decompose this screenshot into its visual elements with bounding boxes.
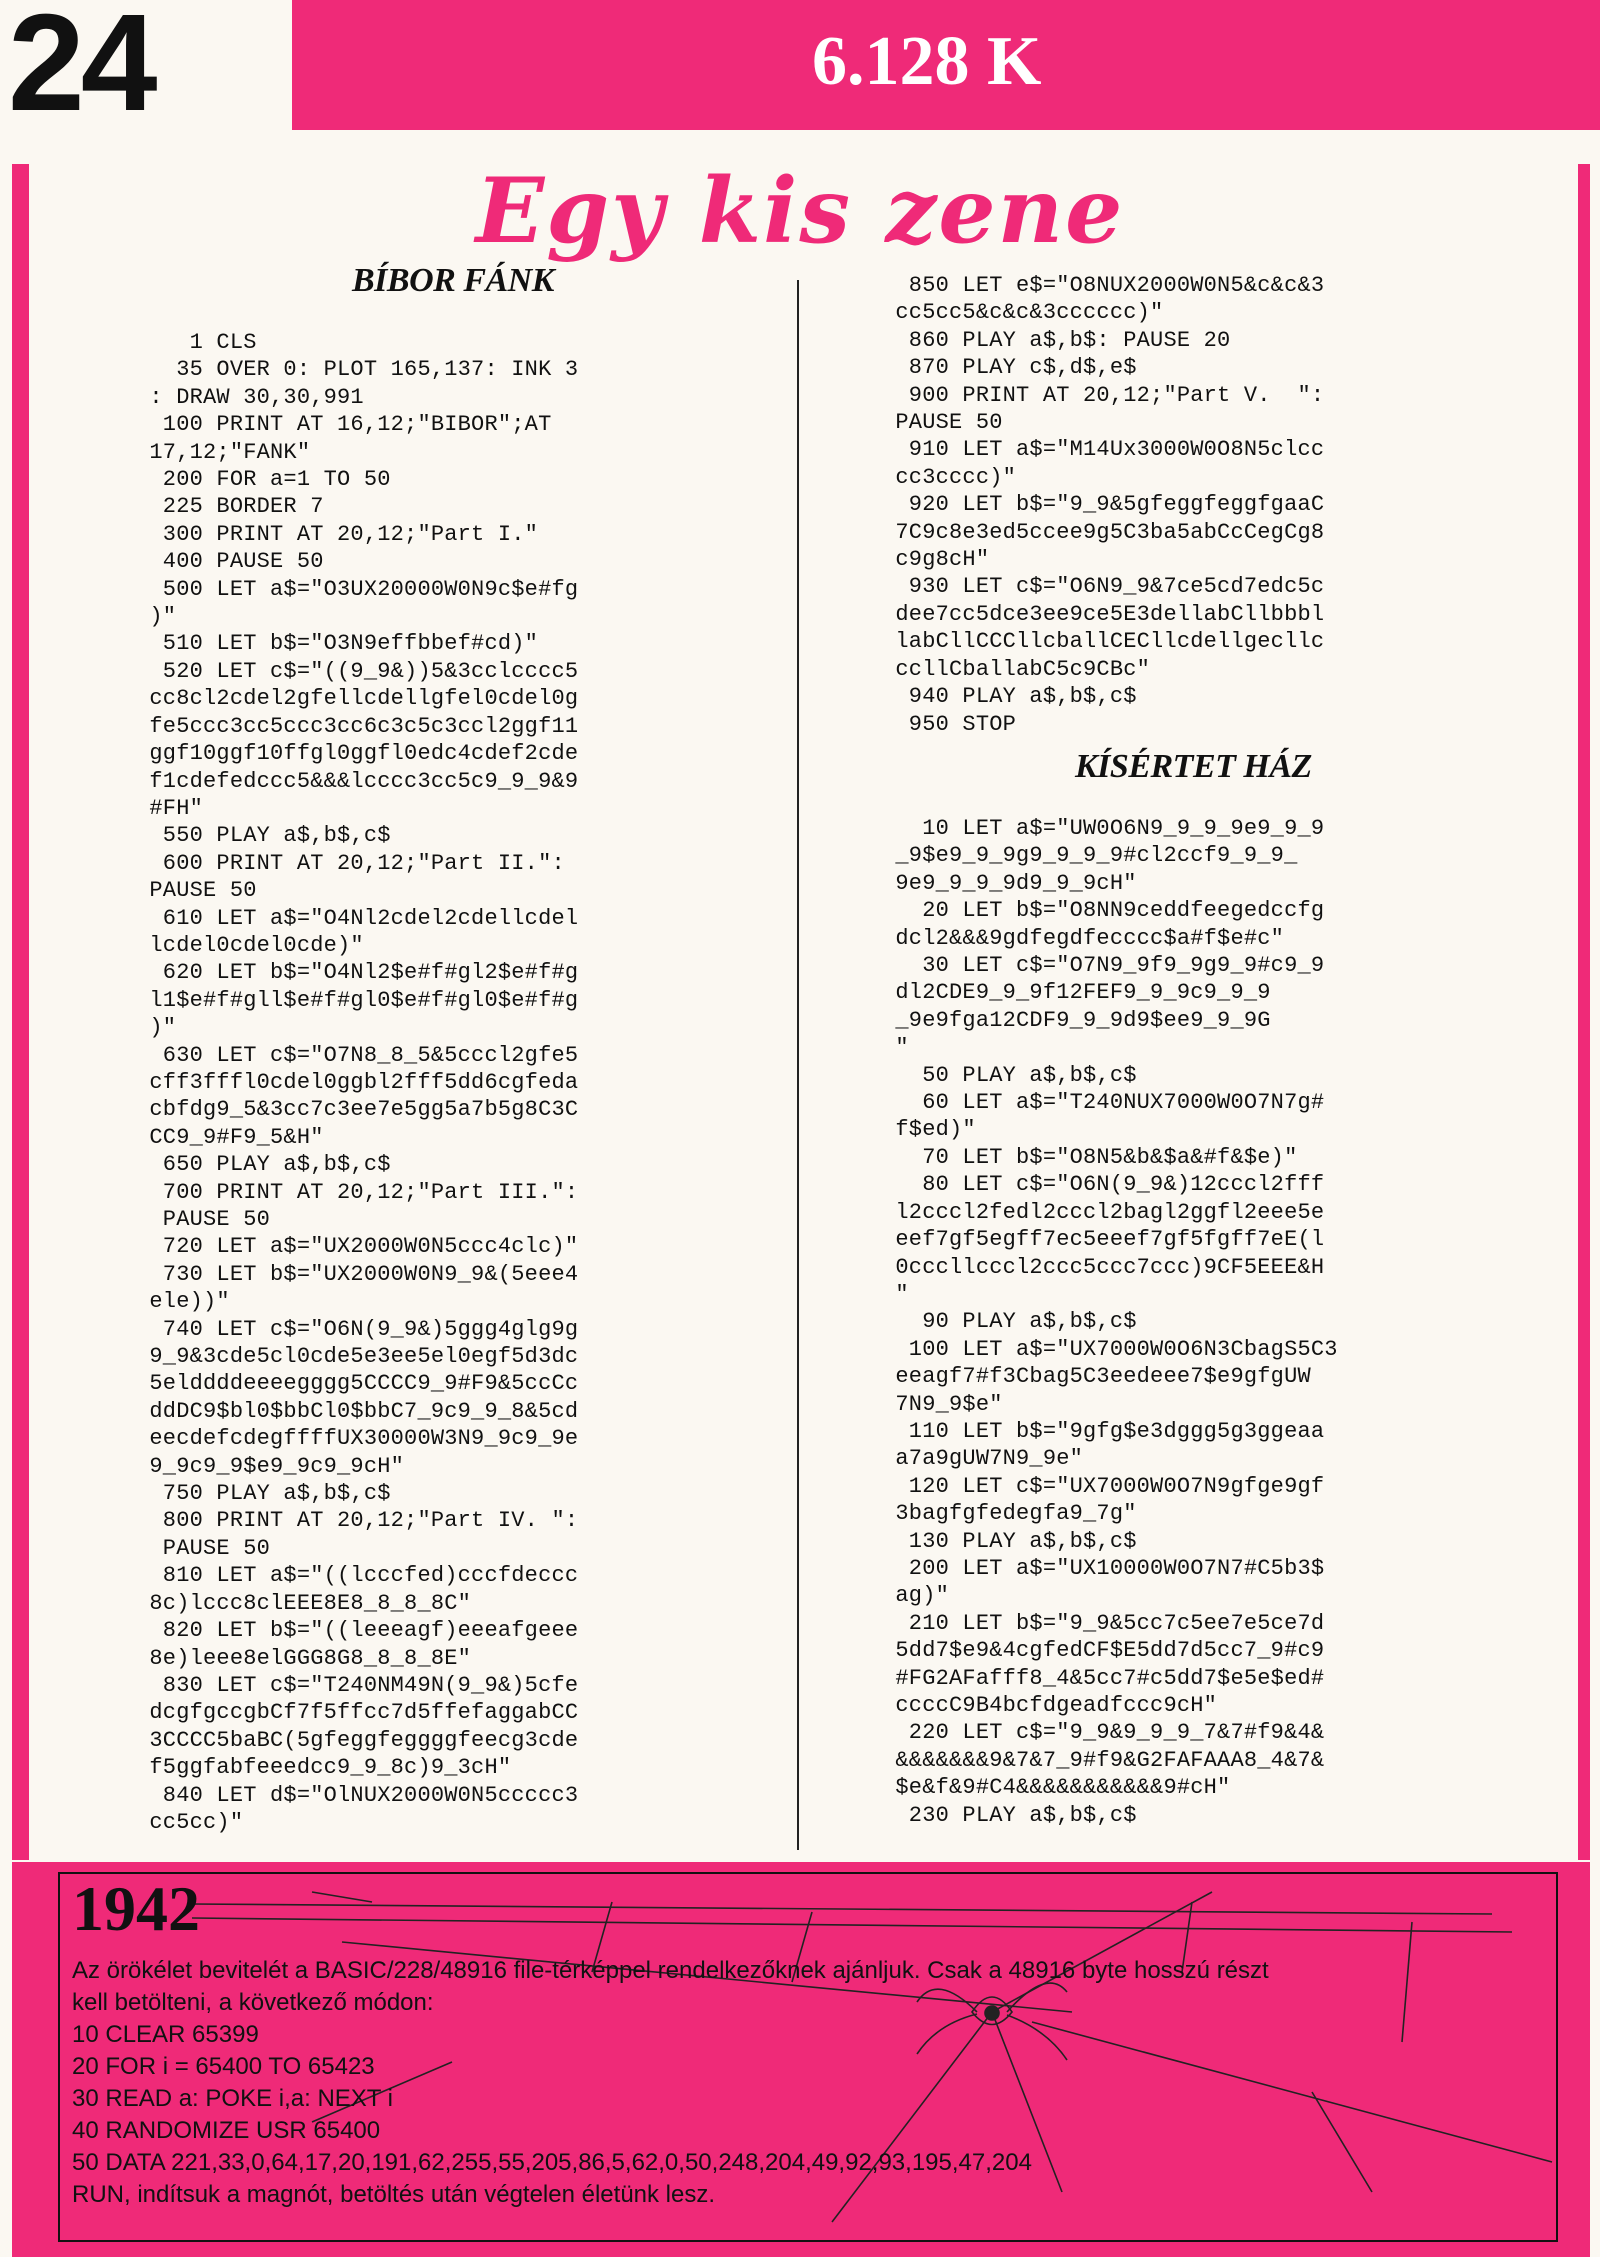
footer-text-line: kell betölteni, a következő módon:	[72, 1989, 434, 2016]
issue-label: 6.128 K	[812, 23, 1042, 100]
frame-right-border	[1578, 164, 1590, 1860]
right-section-title: KÍSÉRTET HÁZ	[1075, 748, 1312, 785]
footer-text-line: RUN, indítsuk a magnót, betöltés után végtelen életünk lesz.	[72, 2181, 716, 2208]
footer-code-line: 30 READ a: POKE i,a: NEXT i	[72, 2085, 394, 2112]
footer-code-line: 50 DATA 221,33,0,64,17,20,191,62,255,55,205,86,5,62,0,50,248,204,49,92,93,195,47,204	[72, 2149, 1032, 2176]
footer-text-line: Az örökélet bevitelét a BASIC/228/48916 file-térképpel rendelkezőknek ajánljuk. Csak a 48916 byte hosszú részt	[72, 1957, 1269, 1984]
footer-title: 1942	[72, 1873, 200, 1944]
footer-code-line: 20 FOR i = 65400 TO 65423	[72, 2053, 375, 2080]
page-number: 24	[8, 0, 154, 140]
article-title: Egy kis zene	[475, 158, 1125, 264]
issue-header-bar	[292, 0, 1600, 130]
footer-code-line: 40 RANDOMIZE USR 65400	[72, 2117, 381, 2144]
frame-left-border	[12, 164, 29, 1860]
right-code-listing-top: 850 LET e$="O8NUX2000W0N5&c&c&3 cc5cc5&c&c&3cccccc)" 860 PLAY a$,b$: PAUSE 20 870 PLAY c$,d$,e$ 900 PRINT AT 20,12;"Part V. ": PAUSE 50 910 LET a$="M14Ux3000W0O8N5clcc cc3cccc)" 920 LET b$="9_9&5gfeggfeggfgaaC 7C9c8e3ed5ccee9g5C3ba5abCcCegCg8 c9g8cH" 930 LET c$="O6N9_9&7ce5cd7edc5c dee7cc5dce3ee9ce5E3dellabCllbbbl labCllCCCllcballCECllcdellgecllc ccllCballabC5c9CBc" 940 PLAY a$,b$,c$ 950 STOP	[895, 273, 1325, 737]
column-divider	[797, 280, 799, 1850]
right-code-listing-bottom: 10 LET a$="UW0O6N9_9_9_9e9_9_9 _9$e9_9_9g9_9_9_9#cl2ccf9_9_9_ 9e9_9_9_9d9_9_9cH" 20 LET b$="O8NN9ceddfeegedccfg dcl2&&&9gdfegdfecccc$a#f$e#c" 30 LET c$="O7N9_9f9_9g9_9#c9_9 dl2CDE9_9_9f12FEF9_9_9c9_9_9 _9e9fga12CDF9_9_9d9$ee9_9_9G " 50 PLAY a$,b$,c$ 60 LET a$="T240NUX7000W0O7N7g# f$ed)" 70 LET b$="O8N5&b&$a&#f&$e)" 80 LET c$="O6N(9_9&)12cccl2fff l2cccl2fedl2cccl2bagl2ggfl2eee5e eef7gf5egff7ec5eeef7gf5fgff7eE(l 0cccllcccl2ccc5ccc7ccc)9CF5EEE&H " 90 PLAY a$,b$,c$ 100 LET a$="UX7000W0O6N3CbagS5C3 eeagf7#f3Cbag5C3eedeee7$e9gfgUW 7N9_9$e" 110 LET b$="9gfg$e3dggg5g3ggeaa a7a9gUW7N9_9e" 120 LET c$="UX7000W0O7N9gfge9gf 3bagfgfedegfa9_7g" 130 PLAY a$,b$,c$ 200 LET a$="UX10000W0O7N7#C5b3$ ag)" 210 LET b$="9_9&5cc7c5ee7e5ce7d 5dd7$e9&4cgfedCF$E5dd7d5cc7_9#c9 #FG2AFafff8_4&5cc7#c5dd7$e5e$ed# ccccC9B4bcfdgeadfccc9cH" 220 LET c$="9_9&9_9_9_7&7#f9&4& &&&&&&&9&7&7_9#f9&G2FAFAAA8_4&7& $e&f&9#C4&&&&&&&&&&&9#cH" 230 PLAY a$,b$,c$	[895, 816, 1338, 1828]
left-code-listing: 1 CLS 35 OVER 0: PLOT 165,137: INK 3 : DRAW 30,30,991 100 PRINT AT 16,12;"BIBOR";AT 17,12;"FANK" 200 FOR a=1 TO 50 225 BORDER 7 300 PRINT AT 20,12;"Part I." 400 PAUSE 50 500 LET a$="O3UX20000W0N9c$e#fg )" 510 LET b$="O3N9effbbef#cd)" 520 LET c$="((9_9&))5&3cclcccc5 cc8cl2cdel2gfellcdellgfel0cdel0g fe5ccc3cc5ccc3cc6c3c5c3ccl2ggf11 ggf10ggf10ffgl0ggfl0edc4cdef2cde f1cdefedccc5&&&lcccc3cc5c9_9_9&9 #FH" 550 PLAY a$,b$,c$ 600 PRINT AT 20,12;"Part II.": PAUSE 50 610 LET a$="O4Nl2cdel2cdellcdel lcdel0cdel0cde)" 620 LET b$="O4Nl2$e#f#gl2$e#f#g l1$e#f#gll$e#f#gl0$e#f#gl0$e#f#g )" 630 LET c$="O7N8_8_5&5cccl2gfe5 cff3fffl0cdel0ggbl2fff5dd6cgfeda cbfdg9_5&3cc7c3ee7e5gg5a7b5g8C3C CC9_9#F9_5&H" 650 PLAY a$,b$,c$ 700 PRINT AT 20,12;"Part III.": PAUSE 50 720 LET a$="UX2000W0N5ccc4clc)" 730 LET b$="UX2000W0N9_9&(5eee4 ele))" 740 LET c$="O6N(9_9&)5ggg4glg9g 9_9&3cde5cl0cde5e3ee5el0egf5d3dc 5elddddeeeegggg5CCCC9_9#F9&5ccCc ddDC9$bl0$bbCl0$bbC7_9c9_9_8&5cd eecdefcdegffffUX30000W3N9_9c9_9e 9_9c9_9$e9_9c9_9cH" 750 PLAY a$,b$,c$ 800 PRINT AT 20,12;"Part IV. ": PAUSE 50 810 LET a$="((lcccfed)cccfdeccc 8c)lccc8clEEE8E8_8_8_8C" 820 LET b$="((leeeagf)eeeafgeee 8e)leee8elGGG8G8_8_8_8E" 830 LET c$="T240NM49N(9_9&)5cfe dcgfgccgbCf7f5ffcc7d5ffefaggabCC 3CCCC5baBC(5gfeggfeggggfeecg3cde f5ggfabfeeedcc9_9_8c)9_3cH" 840 LET d$="OlNUX2000W0N5ccccc3 cc5cc)"	[149, 330, 579, 1835]
left-section-title: BÍBOR FÁNK	[352, 262, 554, 299]
footer-code-line: 10 CLEAR 65399	[72, 2021, 259, 2048]
